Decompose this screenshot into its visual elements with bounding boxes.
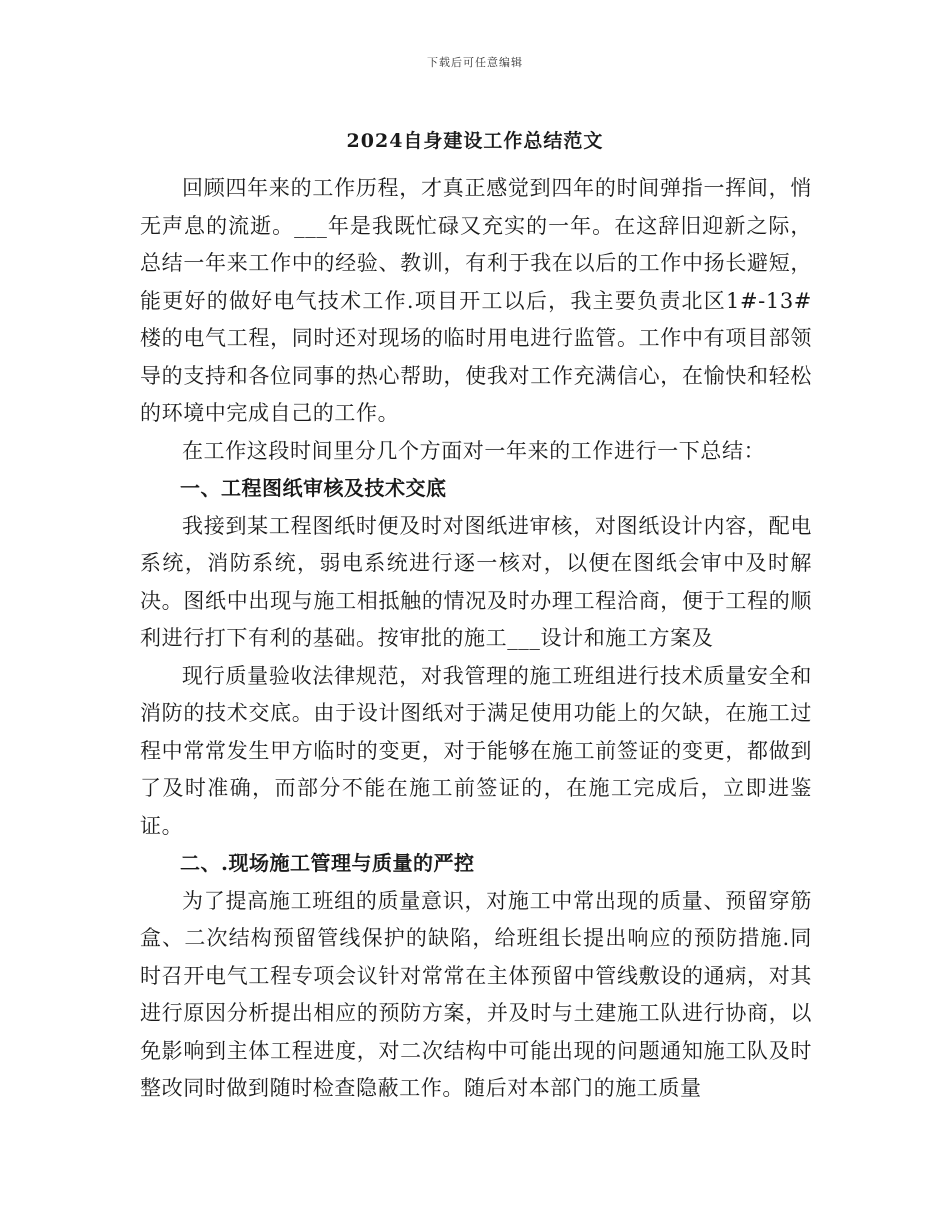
- section-heading-2: 二、.现场施工管理与质量的严控: [180, 851, 475, 875]
- paragraph-intro: 回顾四年来的工作历程，才真正感觉到四年的时间弹指一挥间，悄无声息的流逝。___年是我既忙碌又充实的一年。在这辞旧迎新之际，总结一年来工作中的经验、教训，有利于我在以后的工作中扬长避短，能更好的做好电气技术工作.项目开工以后，我主要负责北区1#-13#楼的电气工程，同时还对现场的临时用电进行监管。工作中有项目部领导的支持和各位同事的热心帮助，使我对工作充满信心，在愉快和轻松的环境中完成自己的工作。: [140, 176, 812, 425]
- document-title: 2024自身建设工作总结范文: [346, 130, 604, 152]
- paragraph-drawing-review: 我接到某工程图纸时便及时对图纸进审核，对图纸设计内容，配电系统，消防系统，弱电系统进行逐一核对，以便在图纸会审中及时解决。图纸中出现与施工相抵触的情况及时办理工程洽商，便于工程的顺利进行打下有利的基础。按审批的施工___设计和施工方案及: [140, 513, 812, 650]
- paragraph-technical-briefing: 现行质量验收法律规范，对我管理的施工班组进行技术质量安全和消防的技术交底。由于设计图纸对于满足使用功能上的欠缺，在施工过程中常常发生甲方临时的变更，对于能够在施工前签证的变更，都做到了及时准确，而部分不能在施工前签证的，在施工完成后，立即进鉴证。: [140, 663, 812, 838]
- document-body: [140, 170, 812, 1108]
- paragraph-quality-control: 为了提高施工班组的质量意识，对施工中常出现的质量、预留穿筋盒、二次结构预留管线保护的缺陷，给班组长提出响应的预防措施.同时召开电气工程专项会议针对常常在主体预留中管线敷设的通病，对其进行原因分析提出相应的预防方案，并及时与土建施工队进行协商，以免影响到主体工程进度，对二次结构中可能出现的问题通知施工队及时整改同时做到随时检查隐蔽工作。随后对本部门的施工质量: [140, 888, 812, 1100]
- section-heading-1: 一、工程图纸审核及技术交底: [180, 476, 447, 500]
- header-note: 下载后可任意编辑: [427, 56, 523, 69]
- paragraph-summary-lead: 在工作这段时间里分几个方面对一年来的工作进行一下总结：: [182, 438, 766, 463]
